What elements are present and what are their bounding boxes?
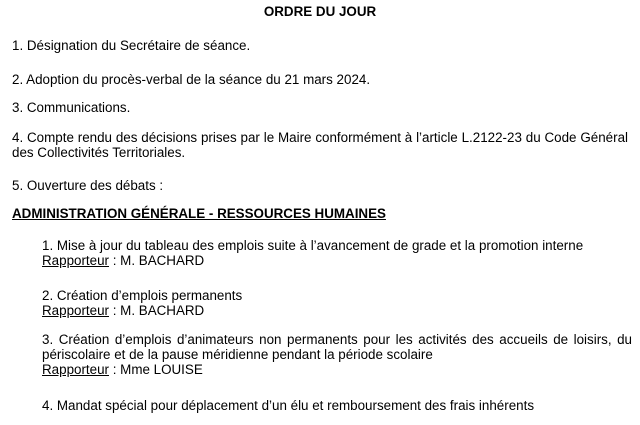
agenda-item-3: 3. Communications. [12, 100, 131, 115]
page-title: ORDRE DU JOUR [263, 4, 377, 19]
rapporteur-name: : Mme LOUISE [109, 362, 203, 377]
rapporteur-label: Rapporteur [42, 303, 109, 318]
agenda-item-2: 2. Adoption du procès-verbal de la séance du 21 mars 2024. [12, 72, 371, 87]
rapporteur-label: Rapporteur [42, 253, 109, 268]
subitem-1-text: 1. Mise à jour du tableau des emplois suite à l’avancement de grade et la promotion interne [42, 238, 584, 253]
subitem-2 [42, 288, 632, 318]
agenda-item-5: 5. Ouverture des débats : [12, 178, 164, 193]
subitem-4 [42, 398, 632, 413]
subitem-3 [42, 332, 632, 377]
subitem-1-rapporteur [42, 253, 632, 268]
agenda-item-4: 4. Compte rendu des décisions prises par le Maire conformément à l’article L.2122-23 du Code Général des Collectivités Territoriales. [12, 130, 628, 160]
rapporteur-name: : M. BACHARD [109, 303, 205, 318]
rapporteur-name: : M. BACHARD [109, 253, 205, 268]
section-title: ADMINISTRATION GÉNÉRALE - RESSOURCES HUMAINES [12, 206, 386, 221]
subitem-2-text: 2. Création d’emplois permanents [42, 288, 243, 303]
subitem-2-rapporteur [42, 303, 632, 318]
agenda-item-1: 1. Désignation du Secrétaire de séance. [12, 38, 251, 53]
subitem-1 [42, 238, 632, 268]
rapporteur-label: Rapporteur [42, 362, 109, 377]
subitem-4-text: 4. Mandat spécial pour déplacement d’un élu et remboursement des frais inhérents [42, 398, 535, 413]
subitem-3-text: 3. Création d’emplois d’animateurs non permanents pour les activités des accueils de loisirs, du périscolaire et de la pause méridienne pendant la période scolaire [42, 332, 632, 362]
subitem-3-rapporteur [42, 362, 632, 377]
